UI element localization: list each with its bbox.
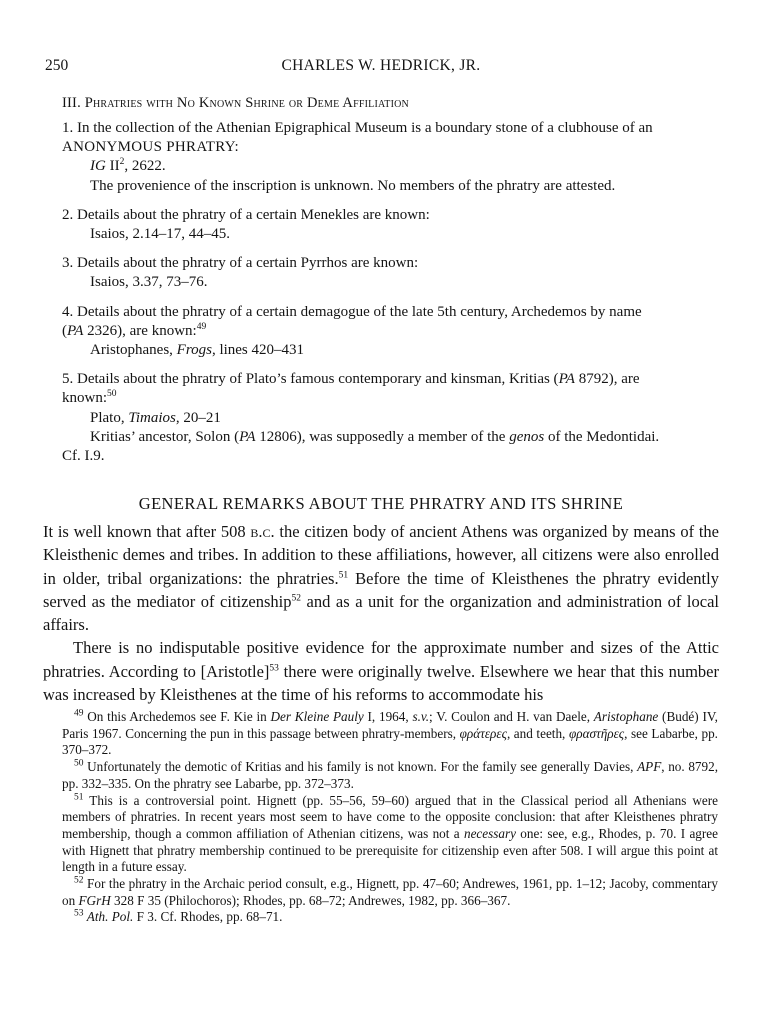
list-item: [62, 303, 718, 361]
text-run: , 20–21: [175, 409, 221, 426]
footnote-ref: 53: [269, 663, 279, 674]
text-run: (Budé) IV, Paris 1967. Concerning the pun in this passage between phratry-members,: [62, 709, 718, 741]
page-number: 250: [45, 57, 69, 74]
footnote: [62, 876, 718, 909]
item-text: [62, 389, 718, 408]
italic-run: Timaios: [128, 409, 176, 426]
footnote-ref: 51: [338, 570, 349, 581]
item-text: [62, 322, 718, 341]
text-run: F 3. Cf. Rhodes, pp. 68–71.: [133, 909, 283, 925]
italic-run: PA: [558, 371, 575, 388]
footnote: [62, 909, 718, 926]
text-run: known:: [62, 390, 107, 407]
text-run: Kritias’ ancestor, Solon (: [90, 428, 240, 445]
running-head-author: CHARLES W. HEDRICK, JR.: [281, 57, 481, 74]
list-item: [62, 206, 718, 244]
running-header: [45, 57, 717, 79]
italic-run: Aristophane: [593, 709, 659, 724]
footnote: [62, 793, 718, 877]
footnote-ref: 50: [107, 389, 117, 400]
footnote-ref: 49: [196, 321, 207, 332]
italic-run: PA: [239, 428, 256, 445]
paragraph: [43, 520, 719, 636]
text-run: , see Labarbe, pp. 370–372.: [62, 725, 718, 758]
text-run: ; V. Coulon and H. van Daele,: [429, 709, 594, 724]
text-run: 328 F 35 (Philochoros); Rhodes, pp. 68–72; Andrewes, 1982, pp. 366–367.: [110, 892, 511, 908]
text-run: and as a unit for the organization and administration of local affairs.: [43, 591, 719, 635]
list-item: [62, 119, 718, 196]
italic-run: Frogs: [176, 342, 212, 359]
italic-run: genos: [509, 428, 545, 445]
ref-text: , 2622.: [124, 158, 166, 175]
text-run: , and teeth,: [506, 725, 569, 741]
text-run: , no. 8792, pp. 332–335. On the phratry see Labarbe, pp. 372–373.: [62, 759, 719, 791]
text-run: It is well known that after 508: [43, 522, 251, 541]
footnote-number: 51: [74, 792, 84, 803]
list-item: [62, 370, 718, 466]
text-run: 2326), are known:: [83, 322, 197, 339]
text-run: (: [62, 322, 67, 339]
item-text: 2. Details about the phratry of a certain Menekles are known:: [62, 206, 430, 223]
text-run: Unfortunately the demotic of Kritias and his family is not known. For the family see generally Davies,: [83, 759, 638, 775]
text-run: Before the time of Kleisthenes the phratry evidently served as the mediator of citizenship: [43, 568, 719, 611]
italic-run: φράτερες: [459, 725, 507, 741]
footnote-ref: 52: [291, 593, 302, 604]
footnote-number: 50: [74, 758, 84, 769]
text-run: the citizen body of ancient Athens was organized by means of the Kleisthenic demes and tribes. In addition to these affiliations, however, all citizens were also enrolled in older, tribal organizations: the phratries.: [43, 522, 719, 588]
small-caps-run: b.c.: [250, 522, 275, 541]
text-run: Plato,: [90, 409, 129, 426]
italic-run: Der Kleine Pauly: [270, 709, 364, 724]
italic-run: Ath. Pol.: [86, 909, 134, 925]
footnote-number: 53: [74, 909, 84, 920]
text-run: On this Archedemos see F. Kie in: [83, 709, 271, 724]
italic-run: FGrH: [78, 892, 111, 908]
item-note: Cf. I.9.: [62, 448, 105, 465]
footnote-number: 52: [74, 875, 84, 886]
item-reference: [62, 341, 718, 360]
footnote: [62, 759, 718, 792]
general-remarks-heading: GENERAL REMARKS ABOUT THE PHRATRY AND ITS SHRINE: [138, 494, 624, 513]
item-reference: Isaios, 2.14–17, 44–45.: [90, 226, 230, 243]
text-run: Aristophanes,: [90, 342, 177, 359]
italic-run: necessary: [463, 825, 516, 841]
item-text: 3. Details about the phratry of a certain Pyrrhos are known:: [62, 255, 419, 272]
text-run: one: see, e.g., Rhodes, p. 70. I agree with Hignett that phratry membership continued to be prerequisite for citizenship even after 508. I will argue this point at length in a future essay.: [62, 825, 719, 875]
item-note: [62, 428, 718, 447]
item-reference: Isaios, 3.37, 73–76.: [90, 274, 208, 291]
text-run: 8792), are: [574, 371, 640, 388]
italic-run: s.v.: [412, 709, 430, 724]
text-run: There is no indisputable positive evidence for the approximate number and sizes of the Attic phratries. According to [Aristotle]: [43, 638, 719, 681]
item-note: The provenience of the inscription is unknown. No members of the phratry are attested.: [90, 177, 616, 194]
item-text: 4. Details about the phratry of a certain demagogue of the late 5th century, Archedemos by name: [62, 303, 642, 320]
text-run: , lines 420–431: [211, 342, 305, 359]
text-run: For the phratry in the Archaic period consult, e.g., Hignett, pp. 47–60; Andrewes, 1961, pp. 1–12; Jacoby, commentary on: [62, 876, 718, 908]
item-reference: [62, 157, 718, 176]
body-text: [43, 520, 719, 706]
text-run: 5. Details about the phratry of Plato’s famous contemporary and kinsman, Kritias (: [62, 371, 559, 388]
text-run: there were originally twelve. Elsewhere we hear that this number was increased by Kleisthenes at the time of his reforms to accommodate his: [43, 661, 719, 705]
item-reference: [62, 409, 718, 428]
italic-run: PA: [67, 322, 84, 339]
section-title: III. Phratries with No Known Shrine or Deme Affiliation: [62, 95, 409, 111]
footnote-number: 49: [74, 708, 84, 719]
paragraph: [43, 636, 719, 706]
text-run: of the Medontidai.: [544, 428, 660, 445]
italic-run: φραστῆρες: [568, 725, 625, 741]
text-run: This is a controversial point. Hignett (pp. 55–56, 59–60) argued that in the Classical period all Athenians were members of phratries. In recent years most seem to have come to the opposite conclusion: that after Kleisthenes phratry membership, though a common affiliation of Athenian citizens, was not a: [62, 792, 718, 841]
italic-run: APF: [637, 759, 662, 775]
ref-text: II: [105, 158, 120, 175]
list-item: [62, 254, 718, 292]
phratry-list: [62, 119, 718, 476]
ref-italic: IG: [90, 158, 106, 175]
item-text: ANONYMOUS PHRATRY:: [62, 139, 239, 156]
text-run: I, 1964,: [363, 709, 413, 724]
item-text: 1. In the collection of the Athenian Epigraphical Museum is a boundary stone of a clubhouse of an: [62, 120, 653, 136]
text-run: 12806), was supposedly a member of the: [255, 428, 510, 445]
superscript: 2: [119, 157, 125, 168]
footnotes: [62, 709, 718, 926]
item-text: [62, 370, 718, 389]
footnote: [62, 709, 718, 759]
